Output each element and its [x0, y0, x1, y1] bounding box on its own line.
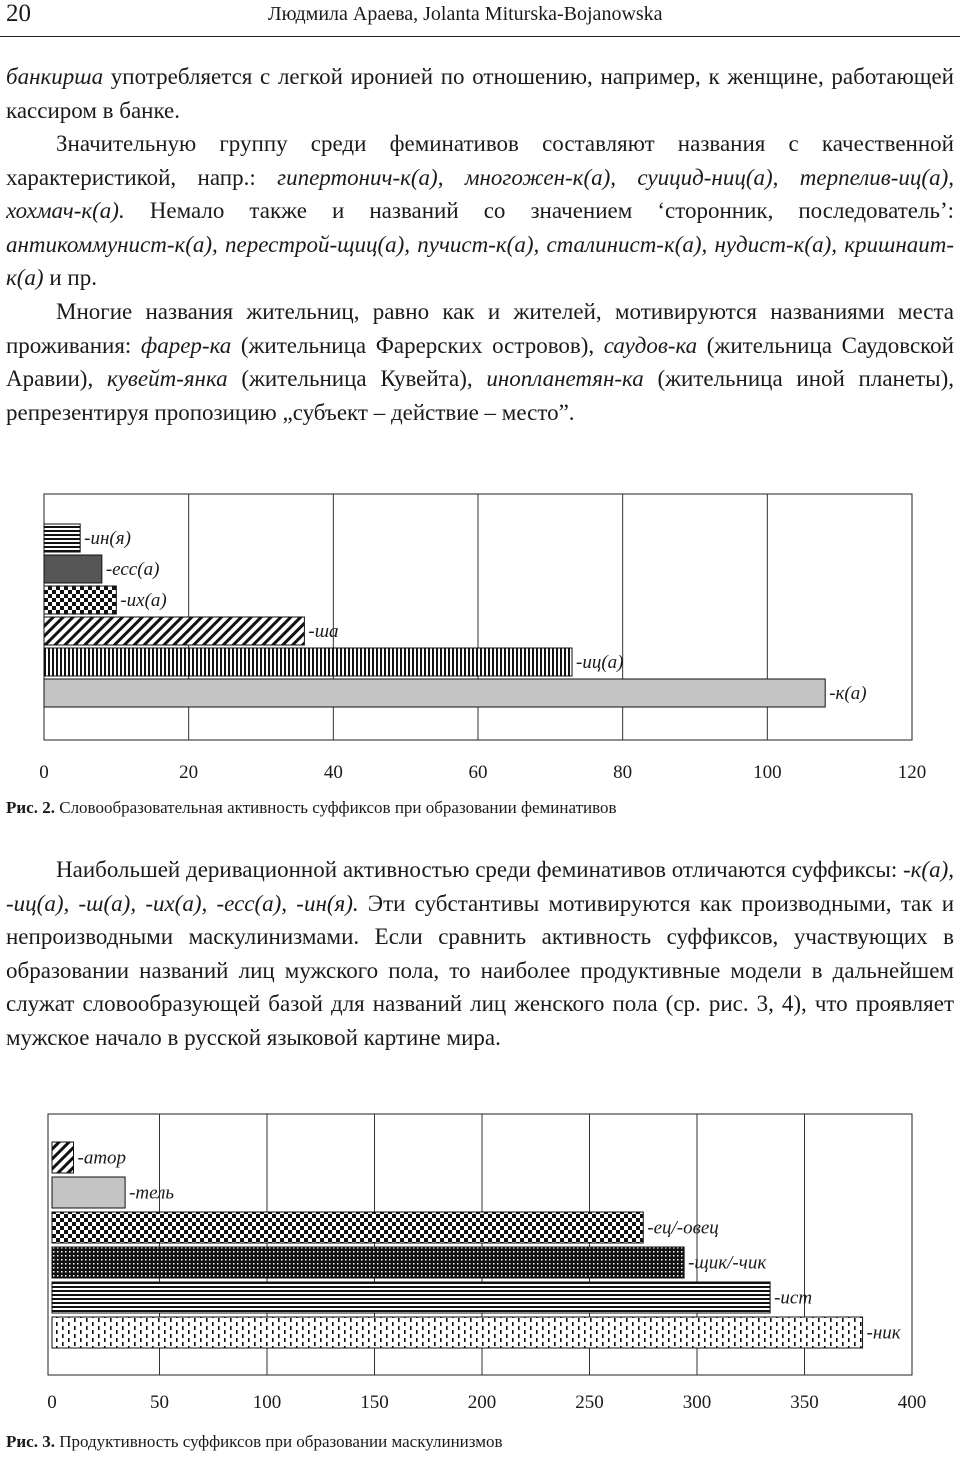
figure-3-chart — [0, 1110, 960, 1430]
bar-label: -щик/-чик — [688, 1252, 767, 1274]
paragraph-1 — [6, 60, 954, 127]
bar — [52, 1212, 643, 1243]
x-tick-label: 40 — [323, 762, 343, 783]
bar-label: -атор — [77, 1147, 127, 1169]
figure-3-caption-label: Рис. 3. — [6, 1432, 55, 1451]
text-run: антикоммунист-к(а), перестрой-щиц(а), пучист-к(а), сталинист-к(а), нудист-к(а), кришнаит-к(а) — [6, 231, 954, 291]
bar — [44, 617, 304, 645]
bar-label: -к(а) — [829, 683, 867, 704]
bar — [44, 586, 116, 614]
x-tick-label: 100 — [252, 1392, 282, 1413]
bar — [44, 524, 80, 552]
x-tick-label: 250 — [575, 1392, 604, 1413]
text-run: употребляется с легкой иронией по отношению, например, к женщине, работающей кассиром в банке. — [6, 64, 954, 123]
text-run: кувейт-янка — [106, 366, 228, 392]
figure-2-caption — [6, 798, 617, 818]
bar-label: -ник — [866, 1322, 901, 1344]
bar-label: -иц(а) — [576, 652, 624, 673]
x-tick-label: 200 — [467, 1392, 497, 1413]
text-run: инопланетян-ка — [486, 366, 644, 392]
text-run: (жительница Фарерских островов), — [231, 332, 604, 358]
x-tick-label: 350 — [790, 1392, 819, 1413]
bar-label: -ец/-овец — [647, 1217, 719, 1239]
page-header — [0, 0, 960, 37]
text-run: (жительница иной планеты), репрезентируя пропозицию „субъект – действие – место”. — [6, 366, 954, 425]
text-run: (жительница Саудовской Аравии), — [6, 332, 954, 392]
x-tick-label: 300 — [682, 1392, 712, 1413]
bar — [52, 1317, 863, 1348]
x-tick-label: 400 — [897, 1392, 927, 1413]
x-tick-label: 0 — [47, 1392, 57, 1413]
bar-label: -есс(а) — [105, 559, 160, 580]
running-head: Людмила Араева, Jolanta Miturska-Bojanowska — [268, 3, 663, 25]
bar-label: -их(а) — [120, 590, 167, 611]
x-tick-label: 60 — [468, 762, 488, 783]
x-tick-label: 100 — [753, 762, 782, 783]
bar — [44, 555, 102, 583]
text-run: -к(а), -иц(а), -ш(а), -их(а), -есс(а), -ин(я). — [6, 857, 954, 916]
bar — [52, 1282, 770, 1313]
bar-label: -ин(я) — [84, 528, 131, 549]
bar — [44, 679, 825, 707]
text-run: гипертонич-к(а), многожен-к(а), суицид-ниц(а), терпелив-иц(а), хохмач-к(а). — [6, 164, 954, 224]
text-run: саудов-ка — [603, 332, 698, 358]
bar-label: -ша — [308, 621, 339, 642]
bar — [52, 1247, 684, 1278]
bar — [52, 1142, 74, 1173]
figure-2-caption-label: Рис. 2. — [6, 798, 55, 817]
text-run: Многие названия жительниц, равно как и жителей, мотивируются названиями места проживания: — [6, 299, 954, 358]
paragraph-4 — [6, 853, 954, 1055]
text-run: Немало также и названий со значением ‘сторонник, последователь’: — [124, 198, 954, 224]
figure-3-caption — [6, 1432, 503, 1452]
text-run: и пр. — [43, 265, 97, 291]
text-run: Эти субстантивы мотивируются как производными, так и непроизводными маскулинизмами. Если сравнить активность суффиксов, участвующих в образовании названий лиц мужского пола, то наиболее продуктивные модели в дальнейшем служат словообразующей базой для названий лиц женского пола (ср. рис. 3, 4), что проявляет мужское начало в русской языковой картине мира. — [6, 890, 954, 1050]
x-tick-label: 20 — [179, 762, 199, 783]
x-tick-label: 150 — [360, 1392, 389, 1413]
x-tick-label: 0 — [39, 762, 49, 783]
text-run: Наибольшей деривационной активностью среди феминативов отличаются суффиксы: — [56, 857, 903, 882]
text-run: банкирша — [6, 64, 104, 89]
x-tick-label: 80 — [613, 762, 633, 783]
bar — [52, 1177, 125, 1208]
paragraph-2 — [6, 127, 954, 295]
page-number: 20 — [6, 0, 31, 27]
text-run: Значительную группу среди феминативов составляют названия с качественной характеристикой, напр.: — [6, 131, 954, 190]
text-run: (жительница Кувейта), — [227, 366, 487, 392]
x-tick-label: 120 — [897, 762, 927, 783]
figure-2-caption-text: Словообразовательная активность суффиксов при образовании феминативов — [54, 798, 617, 817]
figure-3-caption-text: Продуктивность суффиксов при образовании маскулинизмов — [54, 1432, 503, 1451]
bar-label: -тель — [129, 1182, 175, 1204]
paragraph-3 — [6, 295, 954, 429]
figure-2-chart — [0, 490, 960, 795]
bar — [44, 648, 572, 676]
x-tick-label: 50 — [150, 1392, 169, 1413]
bar-label: -ист — [774, 1287, 813, 1309]
text-run: фарер-ка — [140, 332, 232, 358]
